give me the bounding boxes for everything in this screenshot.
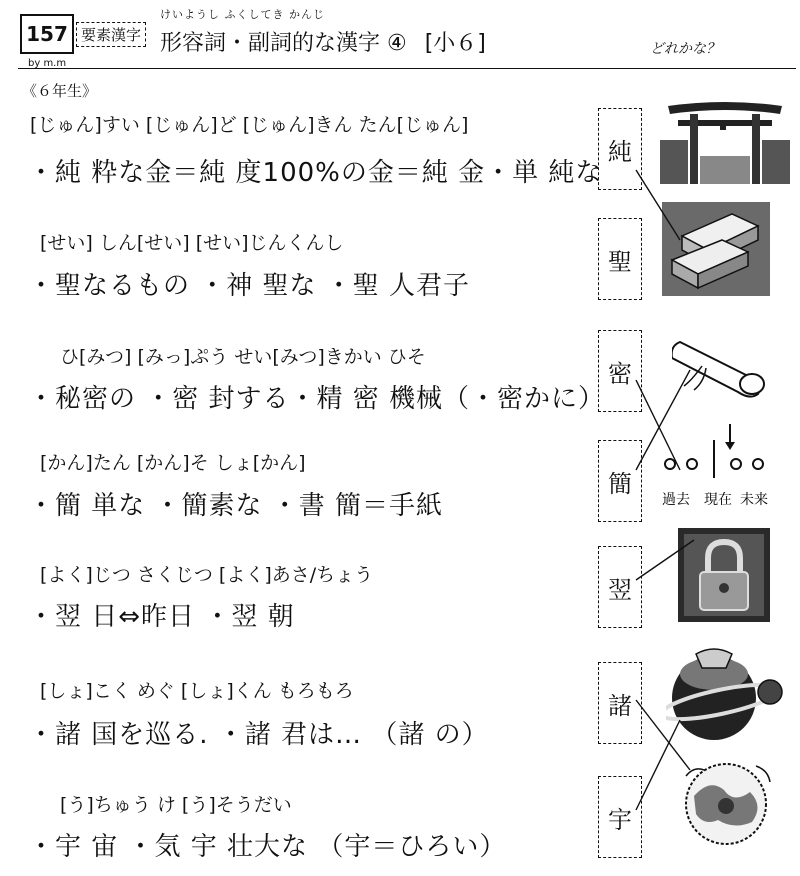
kanji-box-jun[interactable]: 純 (598, 108, 642, 190)
title-text: 形容詞・副詞的な漢字 ④ (160, 31, 407, 56)
row-6-furigana: [しょ]こく めぐ [しょ]くん もろもろ (40, 680, 354, 702)
grade-badge: [小６] (424, 31, 486, 56)
match-line-kan (636, 370, 690, 470)
title-furigana: けいようし ふくしてき かんじ (160, 8, 325, 21)
match-line-yoku (636, 540, 694, 580)
row-5-vocab: ・翌 日⇔昨日 ・翌 朝 (28, 602, 295, 632)
match-line-sho (636, 700, 690, 770)
kanji-box-yoku[interactable]: 翌 (598, 546, 642, 628)
match-line-u (636, 720, 680, 810)
row-2-furigana: [せい] しん[せい] [せい]じんくんし (40, 232, 344, 254)
row-5-furigana: [よく]じつ さくじつ [よく]あさ/ちょう (40, 564, 374, 586)
author-byline: by m.m (28, 58, 67, 69)
row-7-vocab: ・宇 宙 ・気 宇 壮大な （宇＝ひろい） (28, 832, 507, 862)
row-3-vocab: ・秘密の ・密 封する・精 密 機械（・密かに） (28, 384, 606, 414)
time-label-past: 過去 (662, 492, 690, 508)
hint-text: どれかな？ (650, 41, 720, 57)
row-2-vocab: ・聖なるもの ・神 聖な ・聖 人君子 (28, 271, 471, 301)
time-label-present: 現在 (704, 492, 732, 508)
row-4-vocab: ・簡 単な ・簡素な ・書 簡＝手紙 (28, 491, 444, 521)
kanji-box-mitsu[interactable]: 密 (598, 330, 642, 412)
time-label-future: 未来 (740, 492, 768, 508)
row-7-furigana: [う]ちゅう け [う]そうだい (60, 794, 292, 816)
kanji-box-sei[interactable]: 聖 (598, 218, 642, 300)
category-tag: 要素漢字 (76, 22, 146, 47)
row-3-furigana: ひ[みつ] [みっ]ぷう せい[みつ]きかい ひそ (60, 346, 426, 368)
kanji-box-sho[interactable]: 諸 (598, 662, 642, 744)
row-4-furigana: [かん]たん [かん]そ しょ[かん] (40, 452, 306, 474)
kanji-box-kan[interactable]: 簡 (598, 440, 642, 522)
row-1-furigana: [じゅん]すい [じゅん]ど [じゅん]きん たん[じゅん] (30, 114, 469, 136)
kanji-box-u[interactable]: 宇 (598, 776, 642, 858)
grade-label: 《６年生》 (22, 82, 98, 100)
row-6-vocab: ・諸 国を巡る. ・諸 君は… （諸 の） (28, 720, 489, 750)
row-1-vocab: ・純 粋な金＝純 度100%の金＝純 金・単 純な (28, 158, 603, 188)
match-line-jun (636, 170, 680, 240)
worksheet-number: 157 (20, 14, 74, 54)
